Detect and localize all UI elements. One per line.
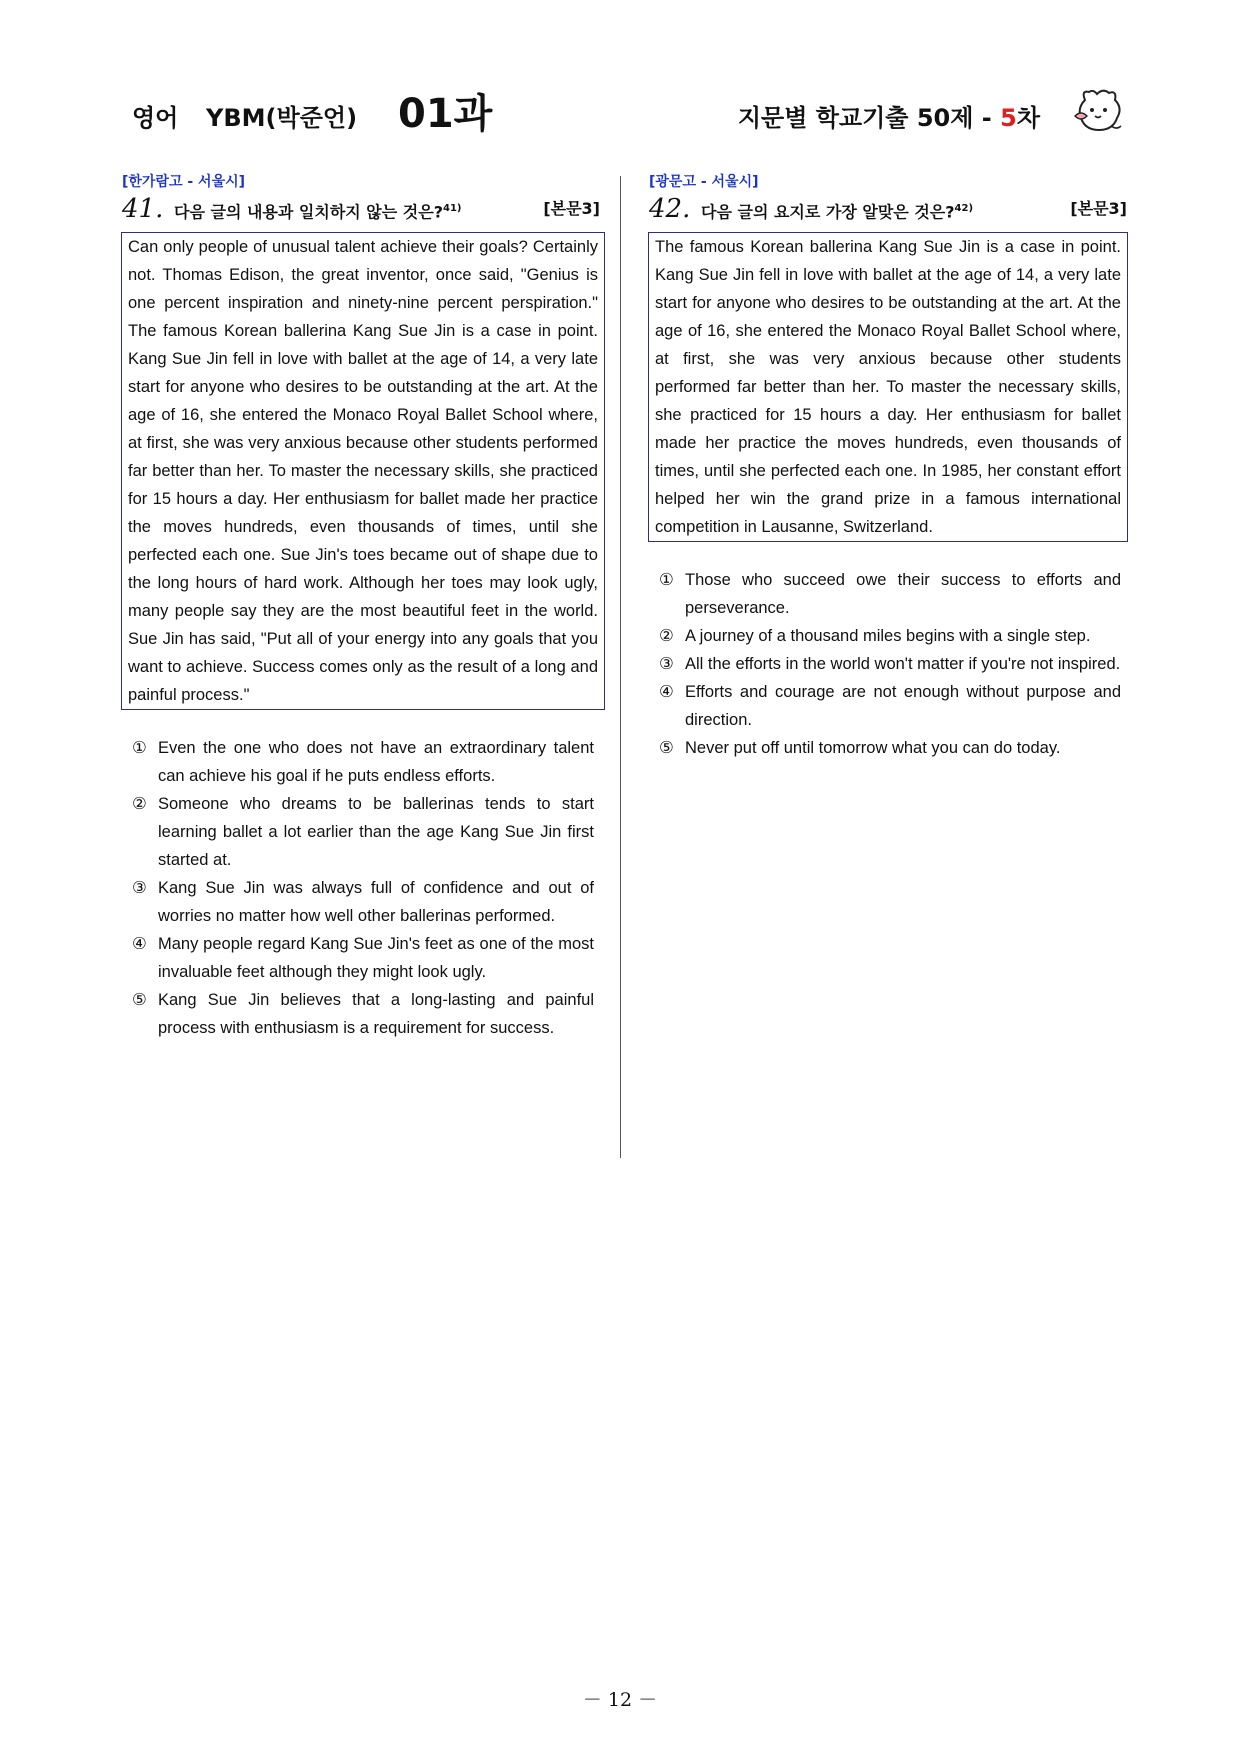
question-header (122, 192, 600, 226)
round-number: 5 (1000, 104, 1017, 132)
footnote-ref: 42) (954, 203, 974, 214)
question-header (649, 192, 1127, 226)
choice-number: ① (659, 571, 674, 589)
choice-text: A journey of a thousand miles begins with a single step. (685, 627, 1091, 645)
passage-box: The famous Korean ballerina Kang Sue Jin is a case in point. Kang Sue Jin fell in love with ballet at the age of 14, a very late start for anyone who desires to be outstanding at the art. At the age of 16, she entered the Monaco Royal Ballet School where, at first, she was very anxious because other students performed far better than her. To master the necessary skills, she practiced for 15 hours a day. Her enthusiasm for ballet made her practice the moves hundreds, even thousands of times, until she perfected each one. In 1985, her constant effort helped her win the grand prize in a famous international competition in Lausanne, Switzerland. (648, 232, 1128, 542)
question-prompt-text: 다음 글의 내용과 일치하지 않는 것은? (174, 202, 443, 222)
passage-tag: [본문3] (543, 199, 600, 218)
cartoon-bear-icon (1073, 86, 1125, 136)
column-divider (620, 176, 621, 1158)
choice-number: ③ (659, 655, 674, 673)
answer-choices (122, 734, 600, 1042)
round-suffix: 차 (1016, 104, 1040, 132)
choice-text: Those who succeed owe their success to efforts and perseverance. (685, 571, 1121, 617)
choice-text: Never put off until tomorrow what you can do today. (685, 739, 1061, 757)
choice-2[interactable] (132, 790, 594, 874)
choice-text: Efforts and courage are not enough without purpose and direction. (685, 683, 1121, 729)
choice-number: ⑤ (132, 991, 147, 1009)
choice-1[interactable] (132, 734, 594, 790)
choice-3[interactable] (659, 650, 1121, 678)
question-number: 41. (122, 194, 164, 224)
footnote-ref: 41) (442, 203, 462, 214)
choice-text: Many people regard Kang Sue Jin's feet as one of the most invaluable feet although they might look ugly. (158, 935, 594, 981)
choice-5[interactable] (659, 734, 1121, 762)
choice-number: ② (659, 627, 674, 645)
choice-number: ② (132, 795, 147, 813)
passage-box: Can only people of unusual talent achieve their goals? Certainly not. Thomas Edison, the great inventor, once said, "Genius is one percent inspiration and ninety-nine percent perspiration." The famous Korean ballerina Kang Sue Jin is a case in point. Kang Sue Jin fell in love with ballet at the age of 14, a very late start for anyone who desires to be outstanding at the art. At the age of 16, she entered the Monaco Royal Ballet School where, at first, she was very anxious because other students performed far better than her. To master the necessary skills, she practiced for 15 hours a day. Her enthusiasm for ballet made her practice the moves hundreds, even thousands of times, until she perfected each one. Sue Jin's toes became out of shape due to the long hours of hard work. Although her toes may look ugly, many people say they are the most beautiful feet in the world. Sue Jin has said, "Put all of your energy into any goals that you want to achieve. Success comes only as the result of a long and painful process." (121, 232, 605, 710)
choice-text: Kang Sue Jin was always full of confidence and out of worries no matter how well other ballerinas performed. (158, 879, 594, 925)
series-title-text: 지문별 학교기출 50제 - (737, 104, 1001, 132)
choice-4[interactable] (132, 930, 594, 986)
question-42 (649, 172, 1127, 762)
question-number: 42. (649, 194, 691, 224)
choice-4[interactable] (659, 678, 1121, 734)
choice-text: Even the one who does not have an extraordinary talent can achieve his goal if he puts endless efforts. (158, 739, 594, 785)
choice-number: ⑤ (659, 739, 674, 757)
choice-3[interactable] (132, 874, 594, 930)
choice-text: Someone who dreams to be ballerinas tends to start learning ballet a lot earlier than the age Kang Sue Jin first started at. (158, 795, 594, 869)
choice-1[interactable] (659, 566, 1121, 622)
choice-text: Kang Sue Jin believes that a long-lasting and painful process with enthusiasm is a requirement for success. (158, 991, 594, 1037)
question-source: [한가람고 - 서울시] (122, 174, 246, 190)
publisher-label: YBM(박준언) (206, 104, 358, 132)
choice-2[interactable] (659, 622, 1121, 650)
question-prompt-text: 다음 글의 요지로 가장 알맞은 것은? (701, 202, 955, 222)
series-title (738, 98, 1040, 133)
subject-label: 영어 (132, 104, 179, 132)
passage-tag: [본문3] (1070, 199, 1127, 218)
question-41 (122, 172, 600, 1042)
page-number: － 12 － (582, 1689, 658, 1711)
choice-number: ④ (132, 935, 147, 953)
choice-text: All the efforts in the world won't matter if you're not inspired. (685, 655, 1121, 673)
choice-number: ③ (132, 879, 147, 897)
choice-5[interactable] (132, 986, 594, 1042)
question-prompt (174, 198, 461, 223)
question-source: [광문고 - 서울시] (649, 174, 759, 190)
question-prompt (701, 198, 973, 223)
choice-number: ① (132, 739, 147, 757)
page-header (0, 0, 1240, 150)
answer-choices (649, 566, 1127, 762)
choice-number: ④ (659, 683, 674, 701)
lesson-title: 01과 (398, 91, 493, 137)
